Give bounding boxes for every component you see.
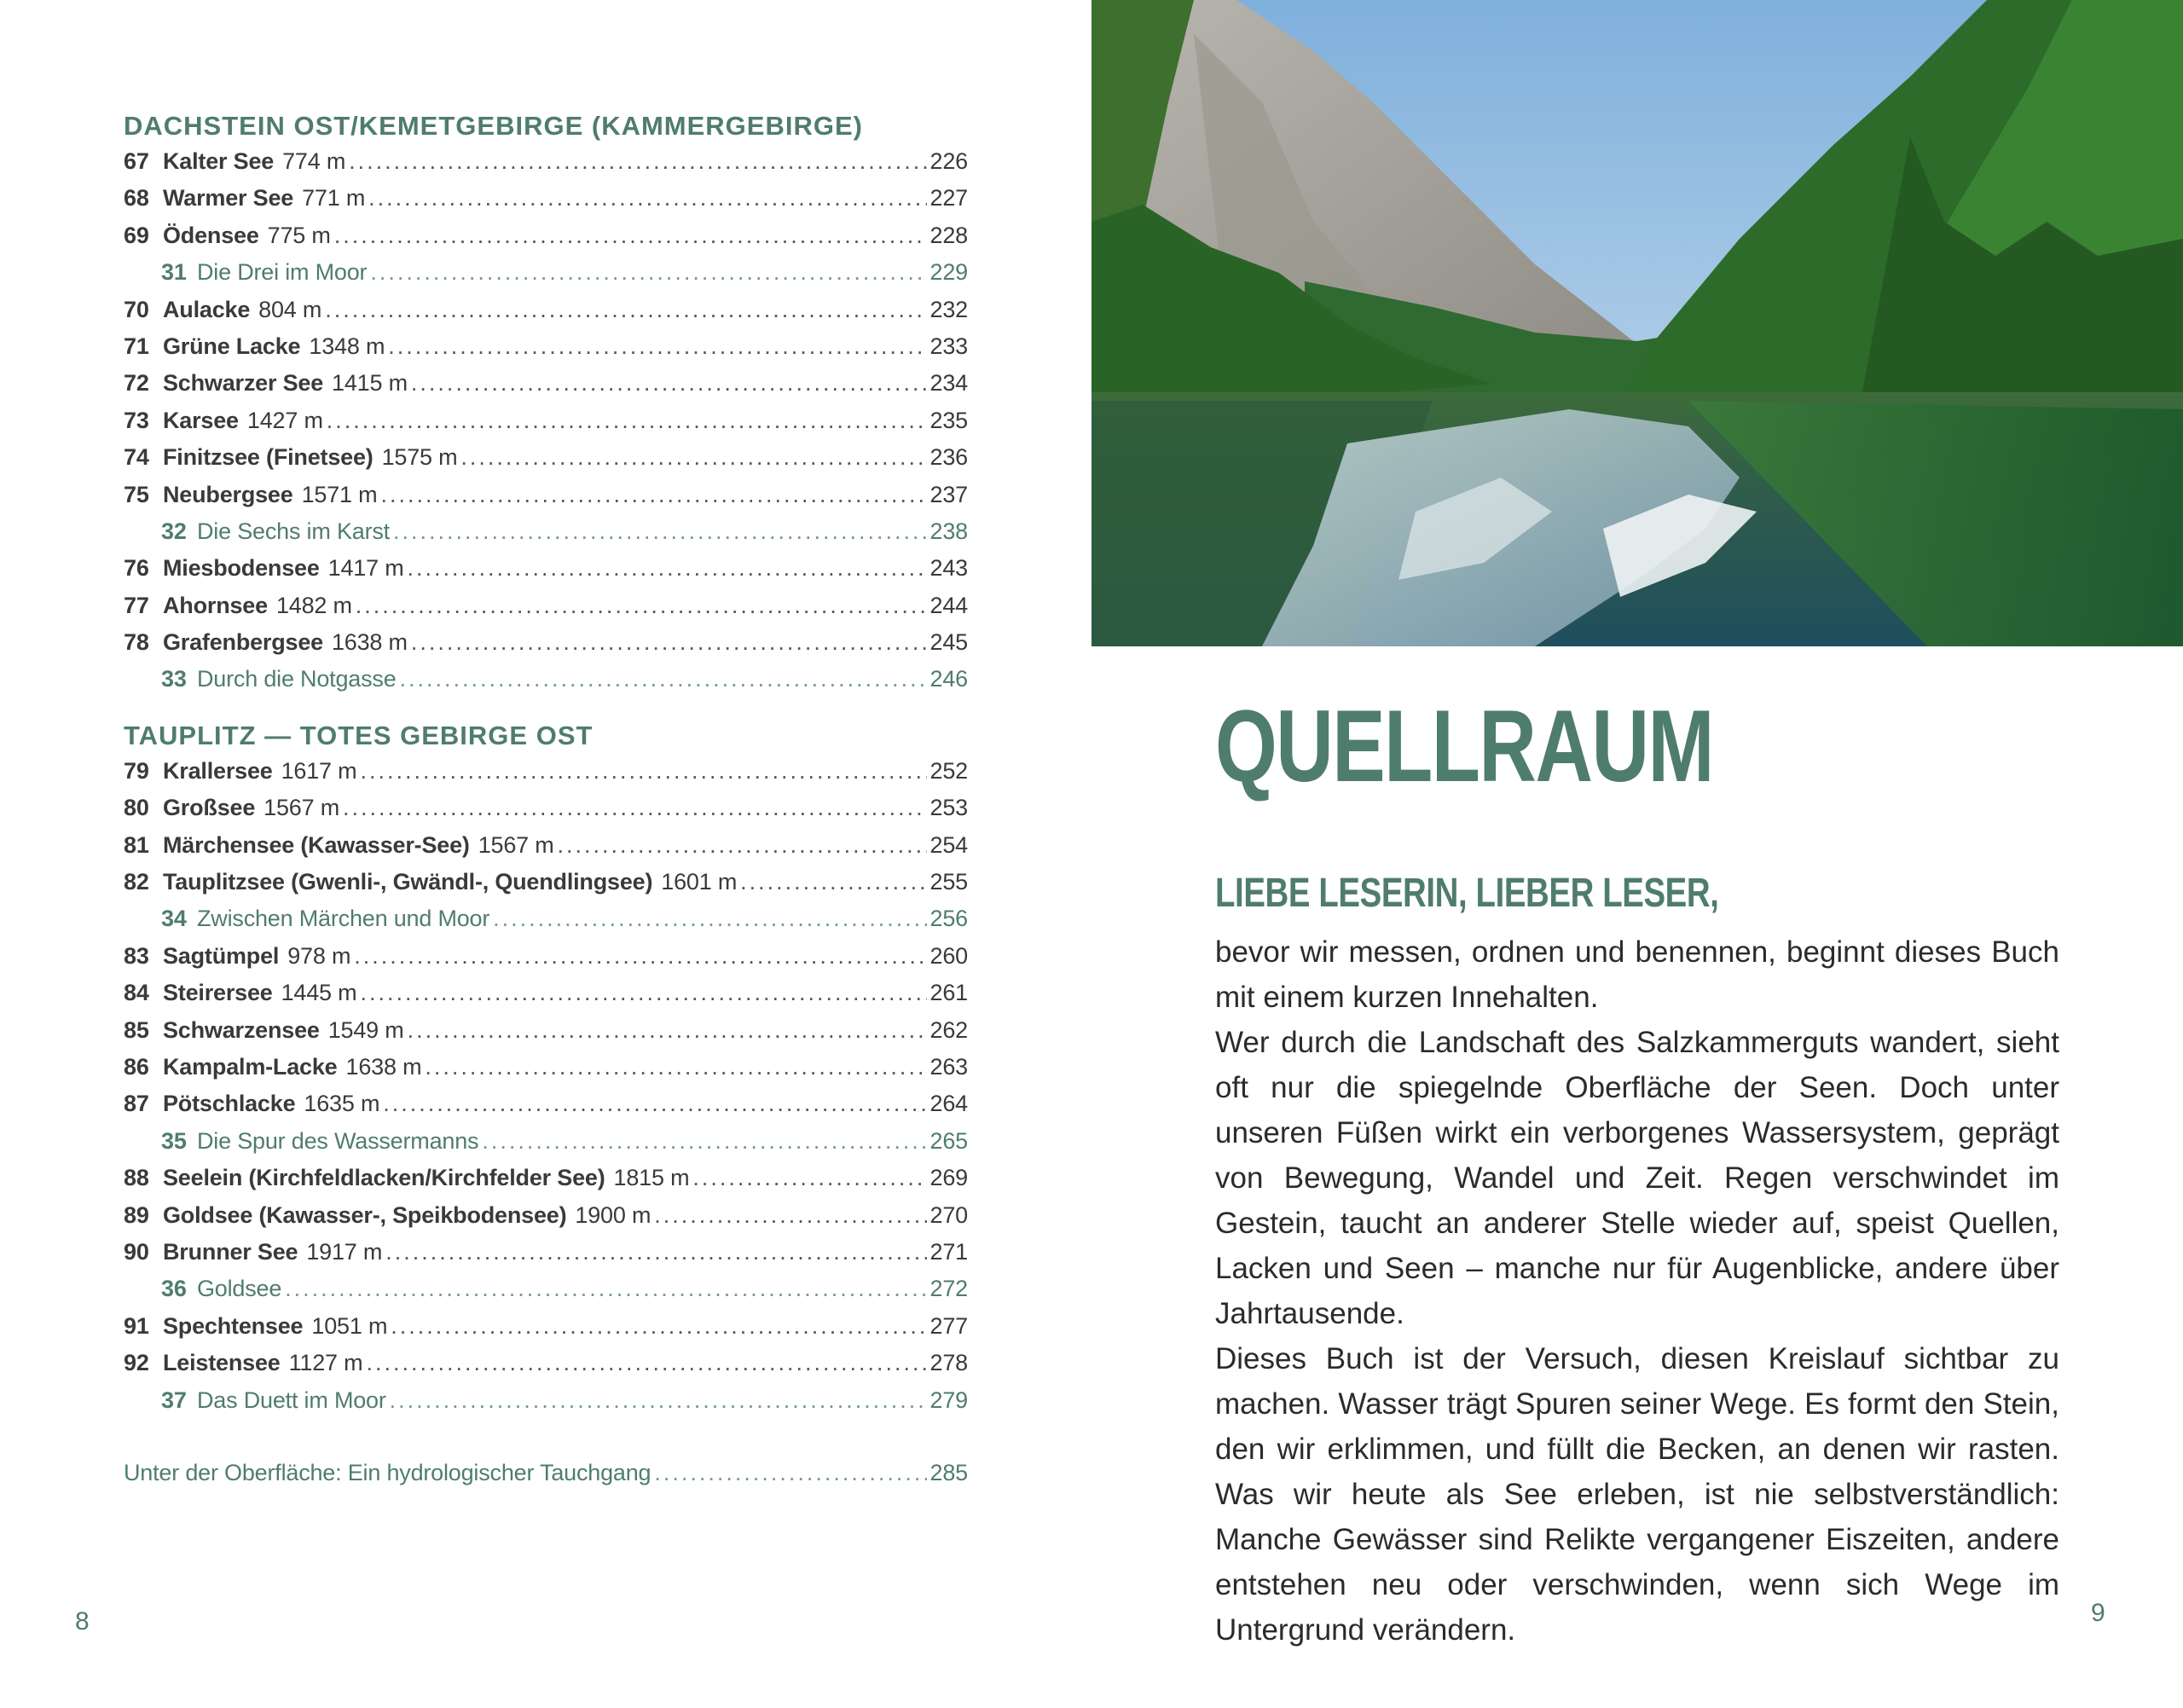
entry-altitude: 1127 m (288, 1350, 363, 1376)
entry-number: 82 (124, 869, 149, 895)
toc-tour-entry[interactable] (124, 254, 968, 291)
entry-altitude: 1575 m (381, 444, 458, 471)
entry-number: 83 (124, 942, 149, 969)
entry-number: 31 (161, 259, 187, 286)
entry-altitude: 804 m (258, 296, 322, 322)
toc-lake-entry[interactable] (124, 975, 968, 1011)
entry-altitude: 1917 m (306, 1238, 383, 1265)
entry-page-number: 256 (929, 906, 968, 932)
toc-lake-entry[interactable] (124, 365, 968, 402)
entry-page-number: 245 (929, 629, 968, 656)
entry-altitude: 1415 m (332, 370, 408, 397)
toc-lake-entry[interactable] (124, 1160, 968, 1196)
toc-lake-entry[interactable] (124, 439, 968, 476)
toc-lake-entry[interactable] (124, 864, 968, 900)
page-number-right: 9 (2091, 1599, 2105, 1627)
dot-leader (391, 1308, 926, 1345)
toc-tour-entry[interactable] (124, 1271, 968, 1307)
entry-altitude: 1815 m (613, 1165, 690, 1191)
section-gap (124, 698, 968, 719)
entry-name: Brunner See (163, 1238, 298, 1265)
dot-leader (380, 477, 926, 513)
entry-name: Grafenbergsee (163, 629, 323, 656)
entry-page-number: 254 (929, 831, 968, 858)
entry-page-number: 253 (929, 795, 968, 821)
entry-name: Grüne Lacke (163, 333, 301, 359)
entry-name: Großsee (163, 795, 256, 821)
entry-number: 35 (161, 1127, 187, 1154)
toc-lake-entry[interactable] (124, 143, 968, 180)
entry-number: 33 (161, 666, 187, 692)
entry-number: 72 (124, 370, 149, 397)
entry-page-number: 272 (929, 1276, 968, 1302)
entry-page-number: 235 (929, 407, 968, 433)
entry-altitude: 1900 m (575, 1201, 651, 1228)
entry-name: Schwarzer See (163, 370, 324, 397)
entry-altitude: 1445 m (281, 980, 357, 1006)
dot-leader (343, 790, 927, 826)
toc-lake-entry[interactable] (124, 1308, 968, 1345)
entry-number: 67 (124, 148, 149, 174)
toc-lake-entry[interactable] (124, 477, 968, 513)
entry-page-number: 243 (929, 555, 968, 582)
entry-name: Goldsee (Kawasser-, Speikbodensee) (163, 1201, 567, 1228)
dot-leader (349, 143, 926, 180)
entry-page-number: 277 (929, 1312, 968, 1339)
entry-name: Neubergsee (163, 481, 293, 507)
entry-name: Ödensee (163, 222, 259, 248)
toc-lake-entry[interactable] (124, 1012, 968, 1049)
entry-number: 85 (124, 1016, 149, 1043)
page-number-left: 8 (75, 1607, 90, 1636)
toc-appendix-entry[interactable] (124, 1455, 968, 1491)
entry-number: 79 (124, 757, 149, 784)
intro-paragraph: Dieses Buch ist der Versuch, diesen Kreislauf sichtbar zu machen. Wasser trägt Spuren seiner Wege. Es formt den Stein, den wir erklimmen, und füllt die Becken, an denen wir rasten. Was wir heute als See erleben, ist nie selbstverständlich: Manche Gewässer sind Relikte vergangener Eiszeiten, andere entstehen neu oder verschwinden, wenn sich Wege im Untergrund verändern. (1215, 1342, 2059, 1647)
toc-lake-entry[interactable] (124, 402, 968, 439)
entry-number: 77 (124, 592, 149, 618)
toc-lake-entry[interactable] (124, 1049, 968, 1086)
entry-altitude: 1617 m (281, 757, 357, 784)
entry-number: 78 (124, 629, 149, 656)
greeting-heading: LIEBE LESERIN, LIEBER LESER, (1215, 871, 1719, 916)
toc-tour-entry[interactable] (124, 1382, 968, 1419)
entry-altitude: 1635 m (304, 1091, 380, 1117)
entry-number: 86 (124, 1053, 149, 1080)
entry-name: Kampalm-Lacke (163, 1053, 338, 1080)
dot-leader (334, 217, 927, 254)
toc-lake-entry[interactable] (124, 550, 968, 587)
entry-name: Durch die Notgasse (197, 666, 397, 692)
entry-altitude: 1051 m (311, 1312, 388, 1339)
entry-number: 76 (124, 555, 149, 582)
toc-lake-entry[interactable] (124, 292, 968, 328)
entry-name: Unter der Oberfläche: Ein hydrologischer Tauchgang (124, 1459, 651, 1485)
entry-name: Sagtümpel (163, 942, 280, 969)
toc-lake-entry[interactable] (124, 1197, 968, 1234)
dot-leader (390, 1382, 927, 1419)
entry-name: Tauplitzsee (Gwenli-, Gwändl-, Quendlingsee) (163, 869, 653, 895)
entry-name: Die Drei im Moor (197, 259, 368, 286)
toc-lake-entry[interactable] (124, 1086, 968, 1122)
entry-name: Pötschlacke (163, 1091, 296, 1117)
entry-number: 71 (124, 333, 149, 359)
entry-page-number: 271 (929, 1238, 968, 1265)
dot-leader (425, 1049, 926, 1086)
toc-tour-entry[interactable] (124, 513, 968, 550)
entry-altitude: 978 m (287, 942, 351, 969)
entry-page-number: 285 (929, 1459, 968, 1485)
dot-leader (285, 1271, 926, 1307)
entry-number: 92 (124, 1350, 149, 1376)
toc-tour-entry[interactable] (124, 1123, 968, 1160)
entry-number: 69 (124, 222, 149, 248)
entry-number: 80 (124, 795, 149, 821)
dot-leader (360, 753, 926, 790)
dot-leader (740, 864, 926, 900)
dot-leader (388, 328, 926, 365)
entry-number: 73 (124, 407, 149, 433)
lake-photo (1092, 0, 2183, 646)
entry-number: 70 (124, 296, 149, 322)
entry-name: Märchensee (Kawasser-See) (163, 831, 470, 858)
entry-number: 91 (124, 1312, 149, 1339)
toc-lake-entry[interactable] (124, 624, 968, 661)
entry-number: 32 (161, 518, 187, 544)
entry-name: Das Duett im Moor (197, 1387, 386, 1413)
entry-altitude: 1427 m (246, 407, 323, 433)
toc-tour-entry[interactable] (124, 661, 968, 698)
entry-page-number: 269 (929, 1165, 968, 1191)
entry-name: Kalter See (163, 148, 275, 174)
entry-altitude: 1567 m (263, 795, 340, 821)
entry-page-number: 236 (929, 444, 968, 471)
dot-leader (408, 1012, 927, 1049)
dot-leader (460, 439, 926, 476)
dot-leader (493, 900, 926, 937)
toc-lake-entry[interactable] (124, 180, 968, 217)
entry-name: Krallersee (163, 757, 273, 784)
toc-section-heading: DACHSTEIN OST/KEMETGEBIRGE (KAMMERGEBIRGE) (124, 111, 863, 141)
toc-lake-entry[interactable] (124, 217, 968, 254)
entry-name: Goldsee (197, 1276, 282, 1302)
dot-leader (692, 1160, 926, 1196)
entry-page-number: 278 (929, 1350, 968, 1376)
mountain-lake-photo-icon (1092, 0, 2183, 646)
toc-tour-entry[interactable] (124, 900, 968, 937)
dot-leader (370, 254, 926, 291)
entry-name: Leistensee (163, 1350, 281, 1376)
entry-number: 36 (161, 1276, 187, 1302)
entry-number: 68 (124, 185, 149, 211)
intro-paragraph: bevor wir messen, ordnen und benennen, beginnt dieses Buch mit einem kurzen Innehalten. (1215, 935, 2059, 1014)
entry-altitude: 1567 m (478, 831, 554, 858)
entry-number: 34 (161, 906, 187, 932)
entry-page-number: 229 (929, 259, 968, 286)
entry-name: Zwischen Märchen und Moor (197, 906, 490, 932)
appendix-gap (124, 1419, 968, 1455)
entry-name: Karsee (163, 407, 239, 433)
entry-page-number: 234 (929, 370, 968, 397)
toc-lake-entry[interactable] (124, 938, 968, 975)
entry-name: Steirersee (163, 980, 273, 1006)
entry-name: Warmer See (163, 185, 294, 211)
entry-name: Die Spur des Wassermanns (197, 1127, 479, 1154)
entry-page-number: 270 (929, 1201, 968, 1228)
entry-page-number: 279 (929, 1387, 968, 1413)
dot-leader (327, 402, 927, 439)
intro-paragraph: Wer durch die Landschaft des Salzkammerguts wandert, sieht oft nur die spiegelnde Oberfläche der Seen. Doch unter unseren Füßen wirkt ein verborgenes Wassersystem, geprägt von Bewegung, Wandel und Zeit. Regen verschwindet im Gestein, taucht an anderer Stelle wieder auf, speist Quellen, Lacken und Seen – manche nur für Augenblicke, andere über Jahrtausende. (1215, 1026, 2059, 1330)
entry-page-number: 244 (929, 592, 968, 618)
entry-number: 84 (124, 980, 149, 1006)
dot-leader (366, 1345, 926, 1381)
entry-page-number: 227 (929, 185, 968, 211)
dot-leader (411, 365, 927, 402)
dot-leader (408, 550, 927, 587)
entry-page-number: 263 (929, 1053, 968, 1080)
entry-number: 37 (161, 1387, 187, 1413)
entry-altitude: 774 m (282, 148, 346, 174)
entry-page-number: 265 (929, 1127, 968, 1154)
entry-altitude: 1549 m (327, 1016, 404, 1043)
chapter-title: QUELLRAUM (1215, 689, 1713, 803)
entry-page-number: 233 (929, 333, 968, 359)
entry-name: Spechtensee (163, 1312, 304, 1339)
dot-leader (325, 292, 926, 328)
entry-number: 89 (124, 1201, 149, 1228)
dot-leader (385, 1234, 926, 1271)
entry-number: 81 (124, 831, 149, 858)
entry-altitude: 1571 m (301, 481, 378, 507)
table-of-contents (124, 109, 968, 1491)
entry-page-number: 238 (929, 518, 968, 544)
entry-page-number: 260 (929, 942, 968, 969)
entry-page-number: 264 (929, 1091, 968, 1117)
entry-page-number: 246 (929, 666, 968, 692)
entry-page-number: 232 (929, 296, 968, 322)
dot-leader (368, 180, 926, 217)
toc-lake-entry[interactable] (124, 1345, 968, 1381)
entry-name: Schwarzensee (163, 1016, 320, 1043)
dot-leader (383, 1086, 926, 1122)
entry-altitude: 1638 m (331, 629, 408, 656)
entry-number: 75 (124, 481, 149, 507)
entry-altitude: 1638 m (345, 1053, 422, 1080)
toc-lake-entry[interactable] (124, 328, 968, 365)
dot-leader (558, 827, 927, 864)
dot-leader (654, 1455, 926, 1491)
entry-name: Ahornsee (163, 592, 268, 618)
entry-altitude: 771 m (302, 185, 366, 211)
entry-page-number: 262 (929, 1016, 968, 1043)
entry-name: Die Sechs im Karst (197, 518, 390, 544)
entry-number: 74 (124, 444, 149, 471)
entry-number: 88 (124, 1165, 149, 1191)
entry-page-number: 252 (929, 757, 968, 784)
entry-page-number: 261 (929, 980, 968, 1006)
entry-name: Miesbodensee (163, 555, 320, 582)
toc-lake-entry[interactable] (124, 753, 968, 790)
dot-leader (654, 1197, 926, 1234)
entry-page-number: 226 (929, 148, 968, 174)
entry-altitude: 775 m (267, 222, 331, 248)
entry-altitude: 1601 m (661, 869, 738, 895)
dot-leader (411, 624, 927, 661)
entry-name: Finitzsee (Finetsee) (163, 444, 373, 471)
entry-number: 90 (124, 1238, 149, 1265)
entry-name: Seelein (Kirchfeldlacken/Kirchfelder See) (163, 1165, 605, 1191)
entry-page-number: 228 (929, 222, 968, 248)
dot-leader (360, 975, 926, 1011)
dot-leader (482, 1123, 926, 1160)
toc-lake-entry[interactable] (124, 1234, 968, 1271)
entry-altitude: 1348 m (309, 333, 385, 359)
intro-text (1215, 929, 2059, 1653)
dot-leader (393, 513, 927, 550)
entry-number: 87 (124, 1091, 149, 1117)
entry-page-number: 255 (929, 869, 968, 895)
dot-leader (400, 661, 927, 698)
toc-lake-entry[interactable] (124, 827, 968, 864)
toc-section-heading: TAUPLITZ — TOTES GEBIRGE OST (124, 720, 594, 750)
dot-leader (356, 588, 927, 624)
entry-name: Aulacke (163, 296, 251, 322)
entry-altitude: 1417 m (327, 555, 404, 582)
toc-lake-entry[interactable] (124, 588, 968, 624)
toc-lake-entry[interactable] (124, 790, 968, 826)
entry-altitude: 1482 m (275, 592, 352, 618)
dot-leader (354, 938, 926, 975)
entry-page-number: 237 (929, 481, 968, 507)
